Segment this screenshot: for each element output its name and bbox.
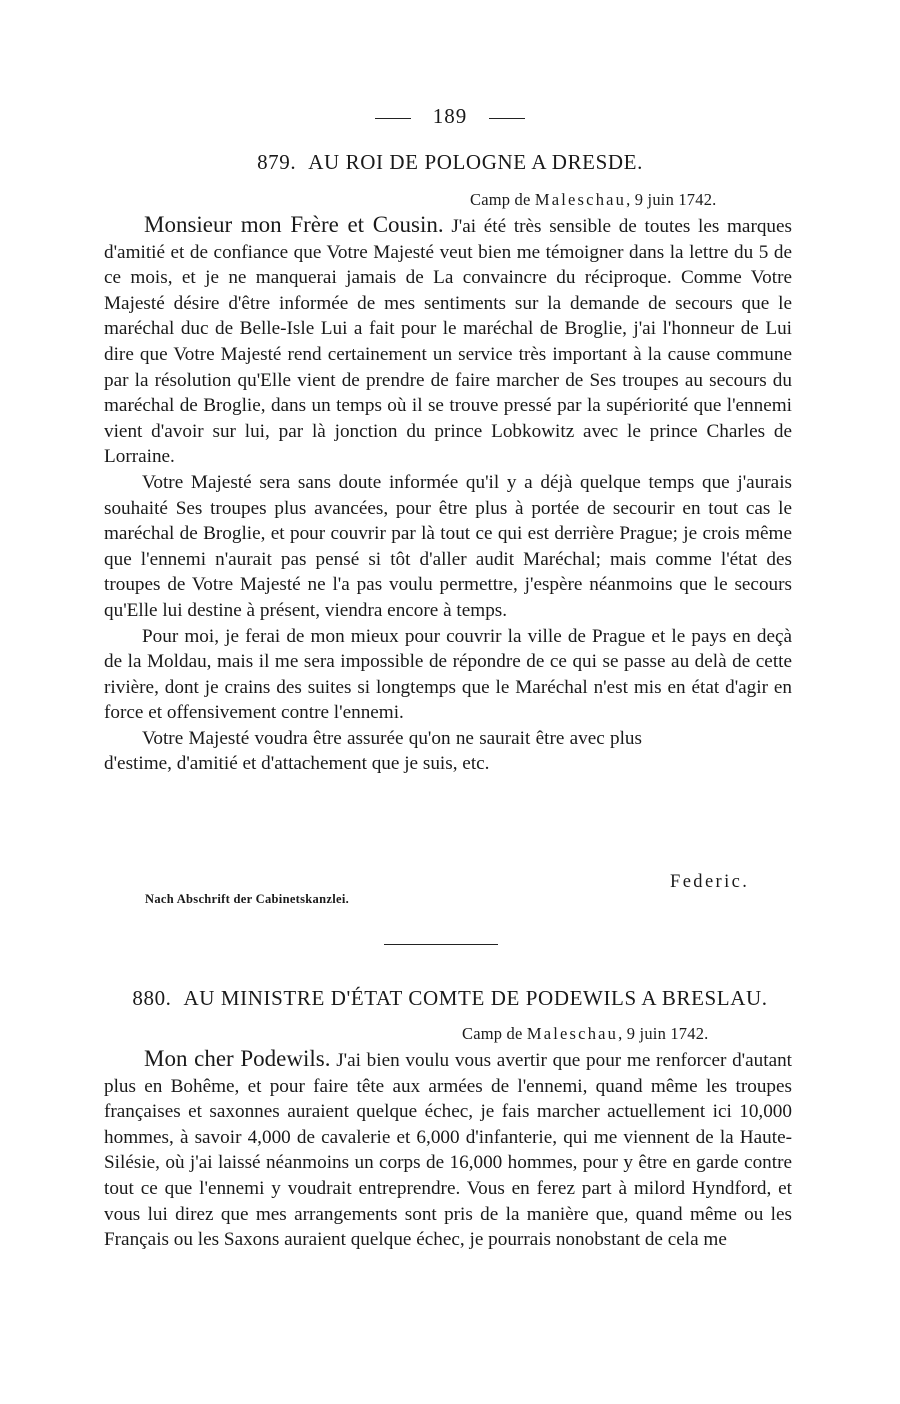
- signature: Federic.: [670, 872, 750, 892]
- paragraph: [104, 1046, 792, 1253]
- source-note: Nach Abschrift der Cabinetskanzlei.: [145, 892, 350, 906]
- page-number-dash-right: [489, 118, 525, 119]
- dateline-date: , 9 juin 1742.: [618, 1024, 709, 1043]
- paragraph-text: J'ai été très sensible de toutes les marques d'amitié et de confiance que Votre Majesté veut bien me témoigner dans la lettre du 5 de ce mois, et je ne manquerai jamais de La convaincre du réciproque. Comme Votre Majesté désire d'être informée de mes sentiments sur la demande de secours que le maréchal duc de Belle-Isle Lui a fait pour le maréchal de Broglie, j'ai l'honneur de Lui dire que Votre Majesté rend certainement un service très important à la cause commune par la résolution qu'Elle vient de prendre de faire marcher de Ses troupes au secours du maréchal de Broglie, dans un temps où il se trouve pressé par la supériorité que l'ennemi vient d'avoir sur lui, par là jonction du prince Lobkowitz avec le prince Charles de Lorraine.: [104, 216, 792, 468]
- page-number-line: [0, 104, 900, 129]
- letter-880-body: [104, 1046, 792, 1253]
- letter-879-heading: [0, 150, 900, 175]
- letter-number: 880.: [132, 986, 172, 1010]
- letter-880-dateline: [462, 1024, 708, 1044]
- salutation: Monsieur mon Frère et Cousin.: [144, 212, 444, 237]
- dateline-prefix: Camp de: [462, 1024, 527, 1043]
- paragraph: Votre Majesté sera sans doute informée qu'il y a déjà quelque temps que j'aurais souhaité Ses troupes plus avancées, pour être plus à portée de secourir en tout cas le maréchal de Broglie, et pour couvrir par là tout ce qui est derrière Prague; je crois même que l'ennemi n'aurait pas pensé si tôt d'aller audit Maréchal; mais comme l'état des troupes de Votre Majesté ne l'a pas voulu permettre, j'espère néanmoins que le secours qu'Elle lui destine à présent, viendra encore à temps.: [104, 471, 792, 621]
- paragraph: Votre Majesté voudra être assurée qu'on ne saurait être avec plus d'estime, d'amitié et d'attachement que je suis, etc.: [104, 727, 642, 775]
- letter-880-heading: [0, 986, 900, 1011]
- paragraph-text: J'ai bien voulu vous avertir que pour me renforcer d'autant plus en Bohême, et pour faire tête aux armées de l'ennemi, quand même les troupes françaises et saxonnes auraient quelque échec, je fais marcher actuellement ici 10,000 hommes, à savoir 4,000 de cavalerie et 6,000 d'infanterie, qui me viennent de la Haute-Silésie, où j'ai laissé néanmoins un corps de 16,000 hommes, pour y être en garde contre tout ce que l'ennemi y voudrait entreprendre. Vous en ferez part à milord Hyndford, et vous lui direz que mes arrangements sont pris de la manière que, quand même ou les Français ou les Saxons auraient quelque échec, je pourrais nonobstant de cela me: [104, 1050, 793, 1251]
- letter-number: 879.: [257, 150, 297, 174]
- letter-879-body: [104, 212, 792, 777]
- dateline-place: Maleschau: [534, 190, 627, 209]
- letter-879-dateline: [470, 190, 716, 210]
- salutation: Mon cher Podewils.: [144, 1046, 331, 1071]
- dateline-date: , 9 juin 1742.: [626, 190, 717, 209]
- dateline-prefix: Camp de: [470, 190, 535, 209]
- letter-title: AU ROI DE POLOGNE A DRESDE.: [308, 150, 643, 174]
- letter-title: AU MINISTRE D'ÉTAT COMTE DE PODEWILS A BRESLAU.: [183, 986, 768, 1010]
- page-number-dash-left: [375, 118, 411, 119]
- paragraph: Pour moi, je ferai de mon mieux pour couvrir la ville de Prague et le pays en deçà de la Moldau, mais il me sera impossible de répondre de ce qui se passe au delà de cette rivière, dont je crains des suites si longtemps que le Maréchal n'est mis en état d'agir en force et offensivement contre l'ennemi.: [104, 625, 792, 724]
- page-number: 189: [432, 104, 468, 128]
- paragraph: [104, 212, 792, 470]
- section-divider: [384, 944, 498, 945]
- dateline-place: Maleschau: [526, 1024, 619, 1043]
